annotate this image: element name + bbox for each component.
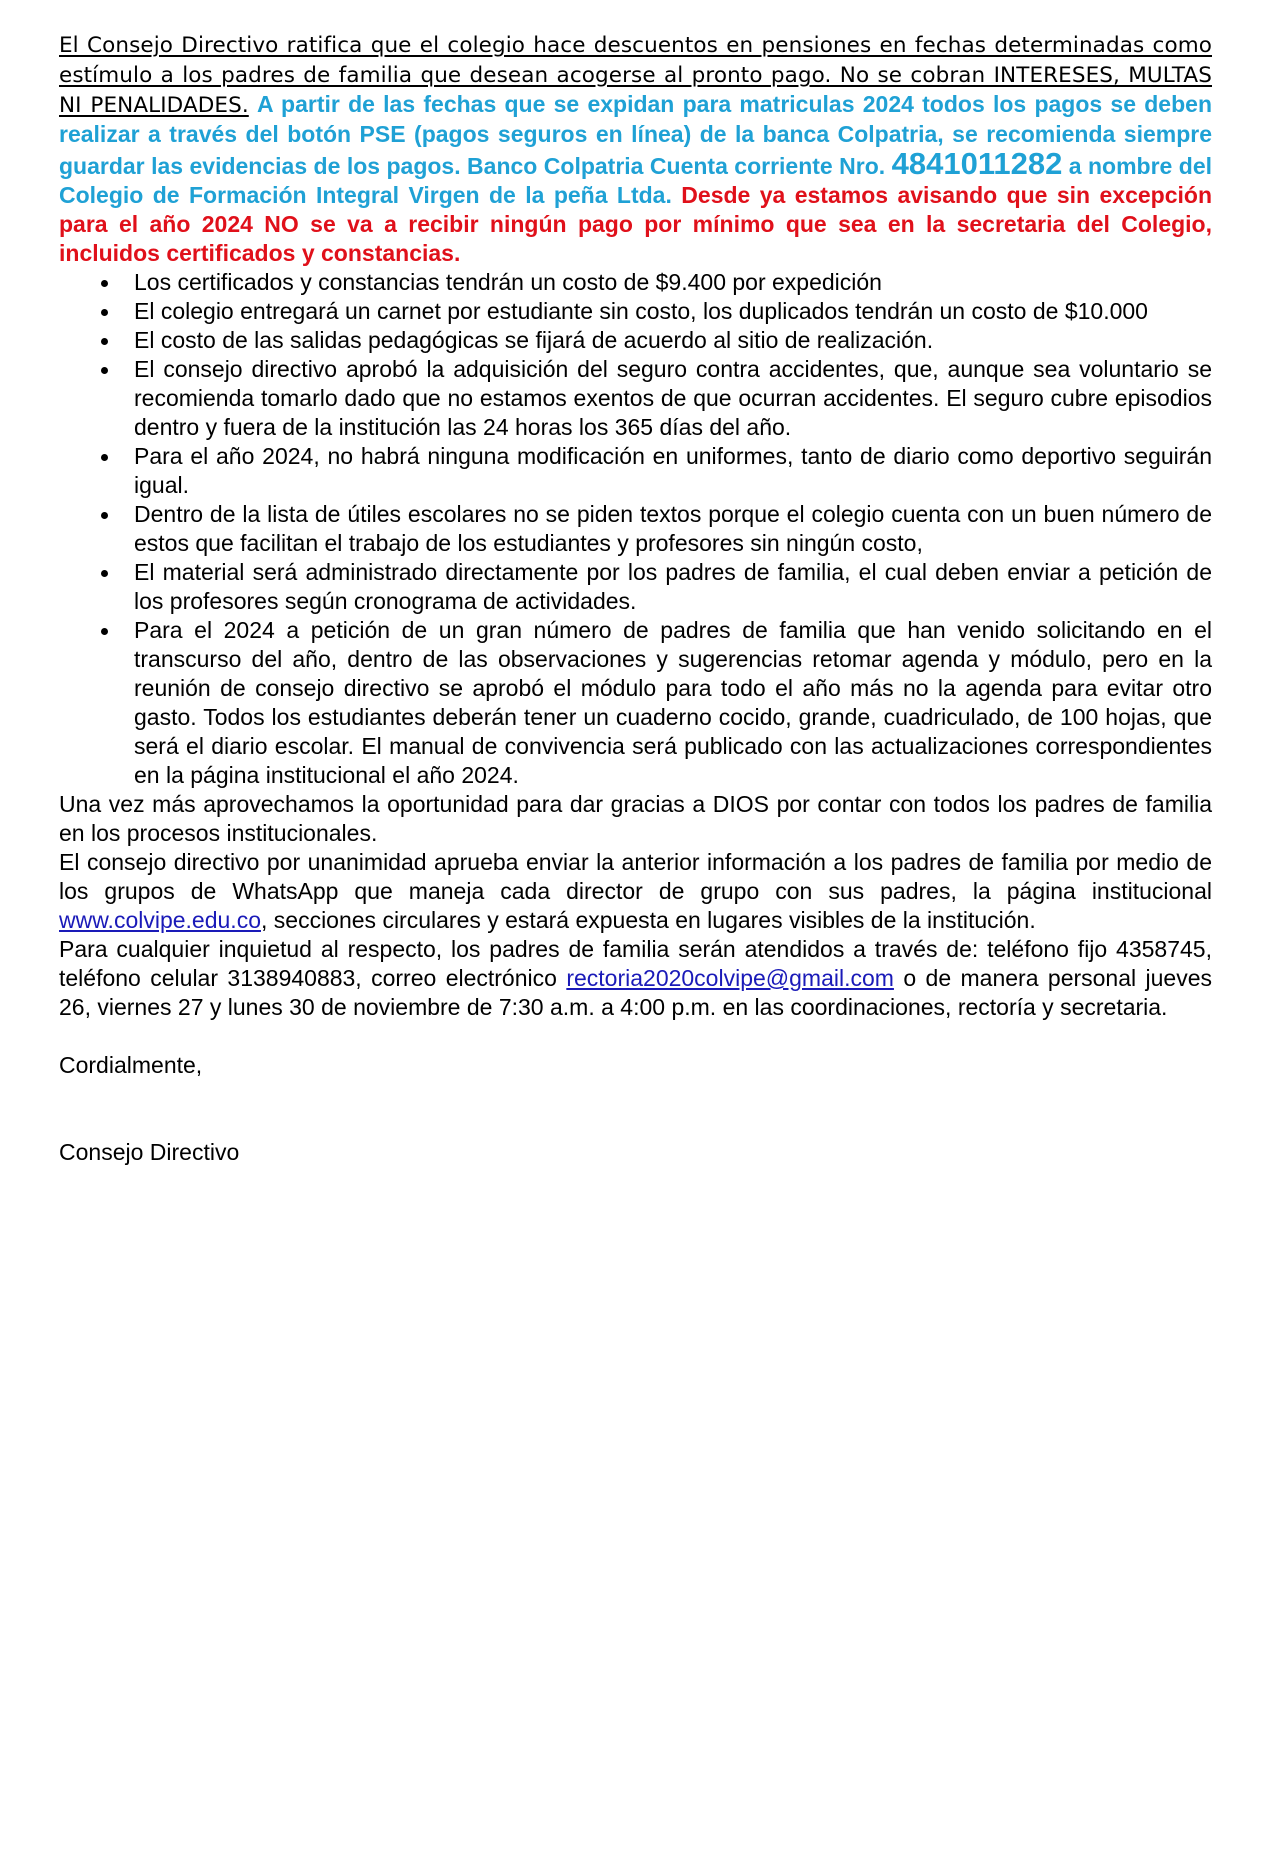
contact-text: Para cualquier inquietud al respecto, los padres de familia serán atendidos a través de: teléfono fijo 4358745, teléfono celular 3138940883, correo electrónico — [59, 936, 1212, 991]
discount-statement: El Consejo Directivo ratifica que el colegio hace descuentos en pensiones en fechas determinadas como estímulo a los padres de familia que desean acogerse al pronto pago. No se cobran INTERESES, MULTAS NI PENALIDADES. — [59, 33, 1212, 118]
list-item-text: El consejo directivo aprobó la adquisición del seguro contra accidentes, que, aunque sea voluntario se recomienda tomarlo dado que no estamos exentos de que ocurran accidentes. El seguro cubre episodios dentro y fuera de la institución las 24 horas los 365 días del año. — [134, 356, 1212, 440]
list-item-text: El material será administrado directamente por los padres de familia, el cual deben enviar a petición de los profesores según cronograma de actividades. — [134, 559, 1212, 614]
list-item — [59, 442, 1212, 500]
list-item-text: Los certificados y constancias tendrán un costo de $9.400 por expedición — [134, 269, 882, 295]
list-item-text: Para el año 2024, no habrá ninguna modificación en uniformes, tanto de diario como deportivo seguirán igual. — [134, 443, 1212, 498]
contact-text-end: o de manera personal jueves 26, viernes 27 y lunes 30 de noviembre de 7:30 a.m. a 4:00 p.m. en las coordinaciones, rectoría y secretaria. — [59, 965, 1213, 1020]
list-item — [59, 297, 1212, 326]
bullet-icon — [101, 338, 108, 345]
list-item — [59, 558, 1212, 616]
bullet-icon — [101, 280, 108, 287]
list-item — [59, 616, 1212, 790]
bullet-icon — [101, 570, 108, 577]
no-cash-warning: Desde ya estamos avisando que sin excepción para el año 2024 NO se va a recibir ningún pago por mínimo que sea en la secretaria del Colegio, incluidos certificados y constancias. — [59, 182, 1213, 266]
spacer — [59, 1080, 1212, 1138]
bullet-icon — [101, 454, 108, 461]
list-item — [59, 500, 1212, 558]
list-item — [59, 355, 1212, 442]
policy-list — [59, 268, 1212, 790]
approval-paragraph — [59, 848, 1212, 935]
spacer — [59, 1022, 1212, 1051]
document-page — [59, 30, 1212, 1167]
website-link[interactable]: www.colvipe.edu.co — [59, 907, 261, 933]
list-item-text: El colegio entregará un carnet por estudiante sin costo, los duplicados tendrán un costo de $10.000 — [134, 298, 1148, 324]
closing-salutation: Cordialmente, — [59, 1052, 203, 1078]
email-link[interactable]: rectoria2020colvipe@gmail.com — [566, 965, 894, 991]
list-item-text: El costo de las salidas pedagógicas se fijará de acuerdo al sitio de realización. — [134, 327, 934, 353]
bullet-icon — [101, 309, 108, 316]
approval-text-end: , secciones circulares y estará expuesta en lugares visibles de la institución. — [261, 907, 1036, 933]
account-holder: a nombre del Colegio de Formación Integral Virgen de la peña Ltda. — [59, 153, 1213, 208]
approval-text: El consejo directivo por unanimidad aprueba enviar la anterior información a los padres de familia por medio de los grupos de WhatsApp que maneja cada director de grupo con sus padres, la página institucional — [59, 849, 1212, 904]
bullet-icon — [101, 628, 108, 635]
list-item — [59, 326, 1212, 355]
intro-paragraph — [59, 30, 1212, 268]
bullet-icon — [101, 367, 108, 374]
list-item-text: Para el 2024 a petición de un gran número de padres de familia que han venido solicitando en el transcurso del año, dentro de las observaciones y sugerencias retomar agenda y módulo, pero en la reunión de consejo directivo se aprobó el módulo para todo el año más no la agenda para evitar otro gasto. Todos los estudiantes deberán tener un cuaderno cocido, grande, cuadriculado, de 100 hojas, que será el diario escolar. El manual de convivencia será publicado con las actualizaciones correspondientes en la página institucional el año 2024. — [134, 617, 1212, 788]
list-item — [59, 268, 1212, 297]
bullet-icon — [101, 512, 108, 519]
account-number: 4841011282 — [891, 146, 1063, 181]
thanks-paragraph: Una vez más aprovechamos la oportunidad para dar gracias a DIOS por contar con todos los padres de familia en los procesos institucionales. — [59, 791, 1212, 846]
signature: Consejo Directivo — [59, 1139, 240, 1165]
payment-instructions: A partir de las fechas que se expidan para matriculas 2024 todos los pagos se deben realizar a través del botón PSE (pagos seguros en línea) de la banca Colpatria, se recomienda siempre guardar las evidencias de los pagos. Banco Colpatria Cuenta corriente Nro. — [59, 91, 1212, 179]
contact-paragraph — [59, 935, 1212, 1022]
list-item-text: Dentro de la lista de útiles escolares no se piden textos porque el colegio cuenta con un buen número de estos que facilitan el trabajo de los estudiantes y profesores sin ningún costo, — [134, 501, 1212, 556]
